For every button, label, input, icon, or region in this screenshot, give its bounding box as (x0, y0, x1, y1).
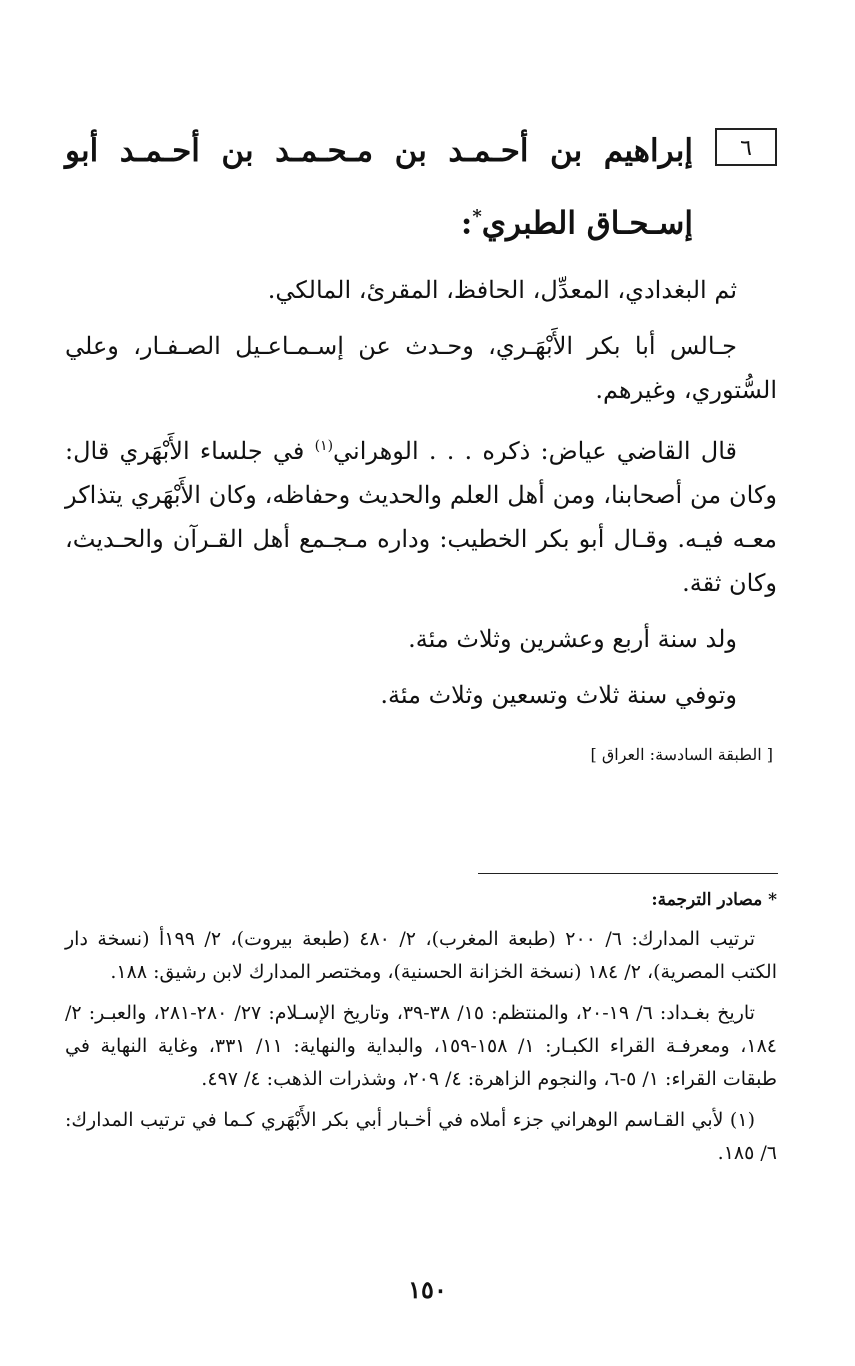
paragraph-quotes (65, 424, 777, 605)
quote-text-start: قال القاضي عياض: ذكره . . . الوهراني (333, 437, 737, 466)
source-marker: * (472, 206, 482, 227)
paragraph-birth: ولد سنة أربع وعشرين وثلاث مئة. (408, 625, 737, 654)
entry-title-colon: : (460, 205, 473, 242)
footnote-ref-1: (١) (314, 438, 334, 455)
classification-note: [ الطبقة السادسة: العراق ] (590, 745, 773, 765)
paragraph-teachers: جـالس أبا بكر الأَبْهَـري، وحـدث عن إسـمـاعـيل الصـفـار، وعلي السُّتوري، وغيرهم. (65, 332, 777, 405)
entry-title (65, 118, 693, 256)
entry-title-text: إبراهيم بن أحـمـد بن مـحـمـد بن أحـمـد أبو إسـحـاق الطبري (65, 133, 693, 242)
paragraph-attributes: ثم البغدادي، المعدِّل، الحافظ، المقرئ، المالكي. (267, 276, 737, 305)
footnotes-heading: * مصادر الترجمة: (651, 890, 777, 910)
footnote-sources-1: ترتيب المدارك: ٦/ ٢٠٠ (طبعة المغرب)، ٢/ ٤٨٠ (طبعة بيروت)، ٢/ ١٩٩أ (نسخة دار الكتب المصرية)، ٢/ ١٨٤ (نسخة الخزانة الحسنية)، ومختصر المدارك لابن رشيق: ١٨٨. (65, 928, 777, 983)
quote-text-rest: في جلساء الأَبْهَري قال: وكان من أصحابنا، ومن أهل العلم والحديث وحفاظه، وكان الأَبْهَري يتذاكر معـه فيـه. وقـال أبو بكر الخطيب: وداره مـجـمع أهل القـرآن والحـديث، وكان ثقة. (65, 437, 777, 598)
entry-header (65, 118, 777, 256)
footnote-separator (478, 873, 778, 874)
entry-number-box: ٦ (715, 128, 777, 166)
main-text (65, 118, 777, 764)
footnote-sources-2: تاريخ بغـداد: ٦/ ١٩-٢٠، والمنتظم: ١٥/ ٣٨-٣٩، وتاريخ الإسـلام: ٢٧/ ٢٨٠-٢٨١، والعبـر: ٢/ ١٨٤، ومعرفـة القراء الكبـار: ١/ ١٥٨-١٥٩، والبداية والنهاية: ١١/ ٣٣١، وغاية النهاية في طبقات القراء: ١/ ٥-٦، والنجوم الزاهرة: ٤/ ٢٠٩، وشذرات الذهب: ٤/ ٤٩٧. (65, 1002, 777, 1090)
footnotes (65, 884, 777, 1178)
paragraph-death: وتوفي سنة ثلاث وتسعين وثلاث مئة. (380, 681, 737, 710)
footnote-1: (١) لأبي القـاسم الوهراني جزء أملاه في أخـبار أبي بكر الأَبْهَري كـما في ترتيب المدارك: ٦/ ١٨٥. (65, 1109, 777, 1164)
page-number: ١٥٠ (408, 1275, 447, 1304)
